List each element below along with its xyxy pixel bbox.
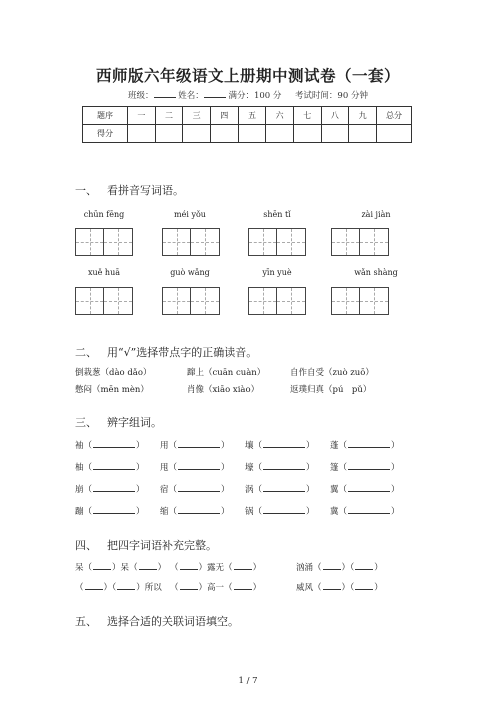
score-header-cell: 七 — [293, 107, 321, 125]
score-row-label: 得分 — [83, 125, 128, 143]
writing-grid[interactable] — [162, 228, 220, 256]
answer-blank[interactable] — [178, 461, 220, 470]
writing-grid[interactable] — [331, 228, 389, 256]
score-cell[interactable] — [183, 125, 211, 143]
answer-blank[interactable] — [85, 581, 103, 590]
answer-blank[interactable] — [348, 505, 390, 514]
answer-blank[interactable] — [93, 439, 135, 448]
idiom-item: （ ）高一（ ） — [170, 583, 262, 593]
score-cell[interactable] — [155, 125, 183, 143]
word-item: 涡（ ） — [245, 485, 315, 495]
char: 缩 — [160, 507, 169, 517]
word-item: 篷（ ） — [330, 463, 400, 473]
answer-blank[interactable] — [93, 561, 111, 570]
section-number: 五、 — [75, 615, 97, 628]
score-cell[interactable] — [266, 125, 294, 143]
score-value-row — [83, 125, 412, 143]
answer-blank[interactable] — [178, 483, 220, 492]
answer-blank[interactable] — [263, 483, 305, 492]
writing-grid[interactable] — [75, 228, 133, 256]
score-cell[interactable] — [349, 125, 377, 143]
score-cell[interactable] — [377, 125, 412, 143]
score-header-cell: 一 — [128, 107, 156, 125]
word-item: 蹦（ ） — [75, 507, 145, 517]
section-number: 四、 — [75, 539, 97, 552]
score-header-cell: 二 — [155, 107, 183, 125]
score-cell[interactable] — [321, 125, 349, 143]
section-5-heading — [75, 613, 239, 629]
name-label: 姓名： — [178, 91, 204, 101]
writing-grid[interactable] — [248, 287, 306, 315]
answer-blank[interactable] — [93, 505, 135, 514]
idiom-text: 威风 — [296, 583, 314, 593]
writing-grid[interactable] — [162, 287, 220, 315]
class-label: 班级： — [128, 91, 154, 101]
answer-blank[interactable] — [263, 461, 305, 470]
answer-blank[interactable] — [355, 561, 373, 570]
word-item: 柚（ ） — [75, 463, 145, 473]
section-number: 三、 — [75, 416, 97, 429]
answer-blank[interactable] — [178, 505, 220, 514]
answer-blank[interactable] — [263, 505, 305, 514]
section-text: 看拼音写词语。 — [107, 184, 184, 197]
section-3-heading — [75, 414, 162, 430]
char: 崩 — [75, 485, 84, 495]
score-cell[interactable] — [293, 125, 321, 143]
reading-item: 憋闷（mēn mèn） — [75, 385, 149, 395]
section-text: 把四字词语补充完整。 — [107, 539, 217, 552]
idiom-text: 露无 — [207, 563, 225, 573]
pinyin-label: xuě huā — [87, 268, 120, 277]
word-item: 用（ ） — [160, 441, 230, 451]
pinyin-label: guò wǎng — [170, 268, 210, 277]
char: 锅 — [245, 507, 254, 517]
score-header-cell: 四 — [210, 107, 238, 125]
time-label: 考试时间：90 分钟 — [294, 91, 368, 101]
answer-blank[interactable] — [234, 561, 252, 570]
pinyin-label: zài jiàn — [361, 210, 391, 219]
char: 用 — [160, 441, 169, 451]
score-header-cell: 九 — [349, 107, 377, 125]
reading-item: 返璞归真（pú pǔ） — [290, 385, 372, 395]
char: 蓬 — [330, 441, 339, 451]
idiom-item: （ ）露无（ ） — [170, 563, 262, 573]
score-header-cell: 三 — [183, 107, 211, 125]
section-text: 用“√”选择带点字的正确读音。 — [107, 346, 258, 359]
answer-blank[interactable] — [93, 461, 135, 470]
pinyin-label: shēn tǐ — [263, 210, 291, 219]
idiom-text: 呆 — [120, 563, 130, 573]
answer-blank[interactable] — [348, 483, 390, 492]
section-text: 辨字组词。 — [107, 416, 162, 429]
writing-grid[interactable] — [75, 287, 133, 315]
char: 柚 — [75, 463, 84, 473]
idiom-item: 呆（ ）呆（ ） — [75, 563, 167, 573]
answer-blank[interactable] — [234, 581, 252, 590]
reading-item: 自作自受（zuò zuō） — [290, 368, 374, 378]
word-item: 甩（ ） — [160, 463, 230, 473]
word-item: 壕（ ） — [245, 463, 315, 473]
char: 袖 — [75, 441, 84, 451]
word-item: 袖（ ） — [75, 441, 145, 451]
answer-blank[interactable] — [348, 461, 390, 470]
name-blank[interactable] — [204, 89, 226, 98]
score-header-cell: 五 — [238, 107, 266, 125]
char: 篷 — [330, 463, 339, 473]
word-item: 崩（ ） — [75, 485, 145, 495]
answer-blank[interactable] — [180, 561, 198, 570]
answer-blank[interactable] — [178, 439, 220, 448]
answer-blank[interactable] — [93, 483, 135, 492]
idiom-item: 汹涌（ ）（ ） — [296, 563, 383, 573]
char: 冀 — [330, 507, 339, 517]
score-cell[interactable] — [210, 125, 238, 143]
reading-item: 倒栽葱（dào dǎo） — [75, 368, 152, 378]
answer-blank[interactable] — [348, 439, 390, 448]
answer-blank[interactable] — [323, 581, 341, 590]
char: 甩 — [160, 463, 169, 473]
char: 蹦 — [75, 507, 84, 517]
pinyin-label: wǎn shàng — [354, 268, 398, 277]
word-item: 缩（ ） — [160, 507, 230, 517]
char: 壤 — [245, 441, 254, 451]
idiom-text: 高一 — [207, 583, 225, 593]
word-item: 冀（ ） — [330, 507, 400, 517]
score-header-cell: 八 — [321, 107, 349, 125]
word-item: 蓬（ ） — [330, 441, 400, 451]
page-number: 1 / 7 — [238, 676, 258, 686]
idiom-text: 呆 — [75, 563, 84, 573]
pinyin-label: chūn fēng — [83, 210, 125, 219]
idiom-item: （ ）（ ）所以 — [75, 583, 162, 593]
word-item: 锅（ ） — [245, 507, 315, 517]
answer-blank[interactable] — [117, 581, 135, 590]
section-1-heading — [75, 182, 184, 198]
score-header-cell: 六 — [266, 107, 294, 125]
pinyin-label: méi yǒu — [174, 210, 206, 219]
idiom-text: 汹涌 — [296, 563, 314, 573]
char: 宿 — [160, 485, 169, 495]
score-table — [82, 106, 412, 143]
word-item: 翼（ ） — [330, 485, 400, 495]
word-item: 宿（ ） — [160, 485, 230, 495]
idiom-text: 所以 — [144, 583, 162, 593]
answer-blank[interactable] — [355, 581, 373, 590]
score-header-cell: 总分 — [377, 107, 412, 125]
char: 壕 — [245, 463, 254, 473]
writing-grid[interactable] — [331, 287, 389, 315]
page-title: 西师版六年级语文上册期中测试卷（一套） — [95, 66, 400, 85]
score-label: 满分：100 分 — [228, 91, 282, 101]
section-4-heading — [75, 537, 217, 553]
answer-blank[interactable] — [263, 439, 305, 448]
class-blank[interactable] — [154, 89, 176, 98]
score-cell[interactable] — [128, 125, 156, 143]
score-header-row — [83, 107, 412, 125]
pinyin-label: yīn yuè — [262, 268, 292, 277]
reading-item: 肖像（xiāo xiào） — [187, 385, 260, 395]
writing-grid[interactable] — [248, 228, 306, 256]
exam-info — [0, 89, 496, 101]
answer-blank[interactable] — [139, 561, 157, 570]
reading-item: 蹿上（cuān cuàn） — [187, 368, 266, 378]
score-header-cell: 题序 — [83, 107, 128, 125]
section-number: 二、 — [75, 346, 97, 359]
answer-blank[interactable] — [323, 561, 341, 570]
idiom-item: 威风（ ）（ ） — [296, 583, 383, 593]
char: 翼 — [330, 485, 339, 495]
score-cell[interactable] — [238, 125, 266, 143]
section-text: 选择合适的关联词语填空。 — [107, 615, 239, 628]
section-2-heading — [75, 344, 257, 360]
section-number: 一、 — [75, 184, 97, 197]
char: 涡 — [245, 485, 254, 495]
word-item: 壤（ ） — [245, 441, 315, 451]
answer-blank[interactable] — [180, 581, 198, 590]
